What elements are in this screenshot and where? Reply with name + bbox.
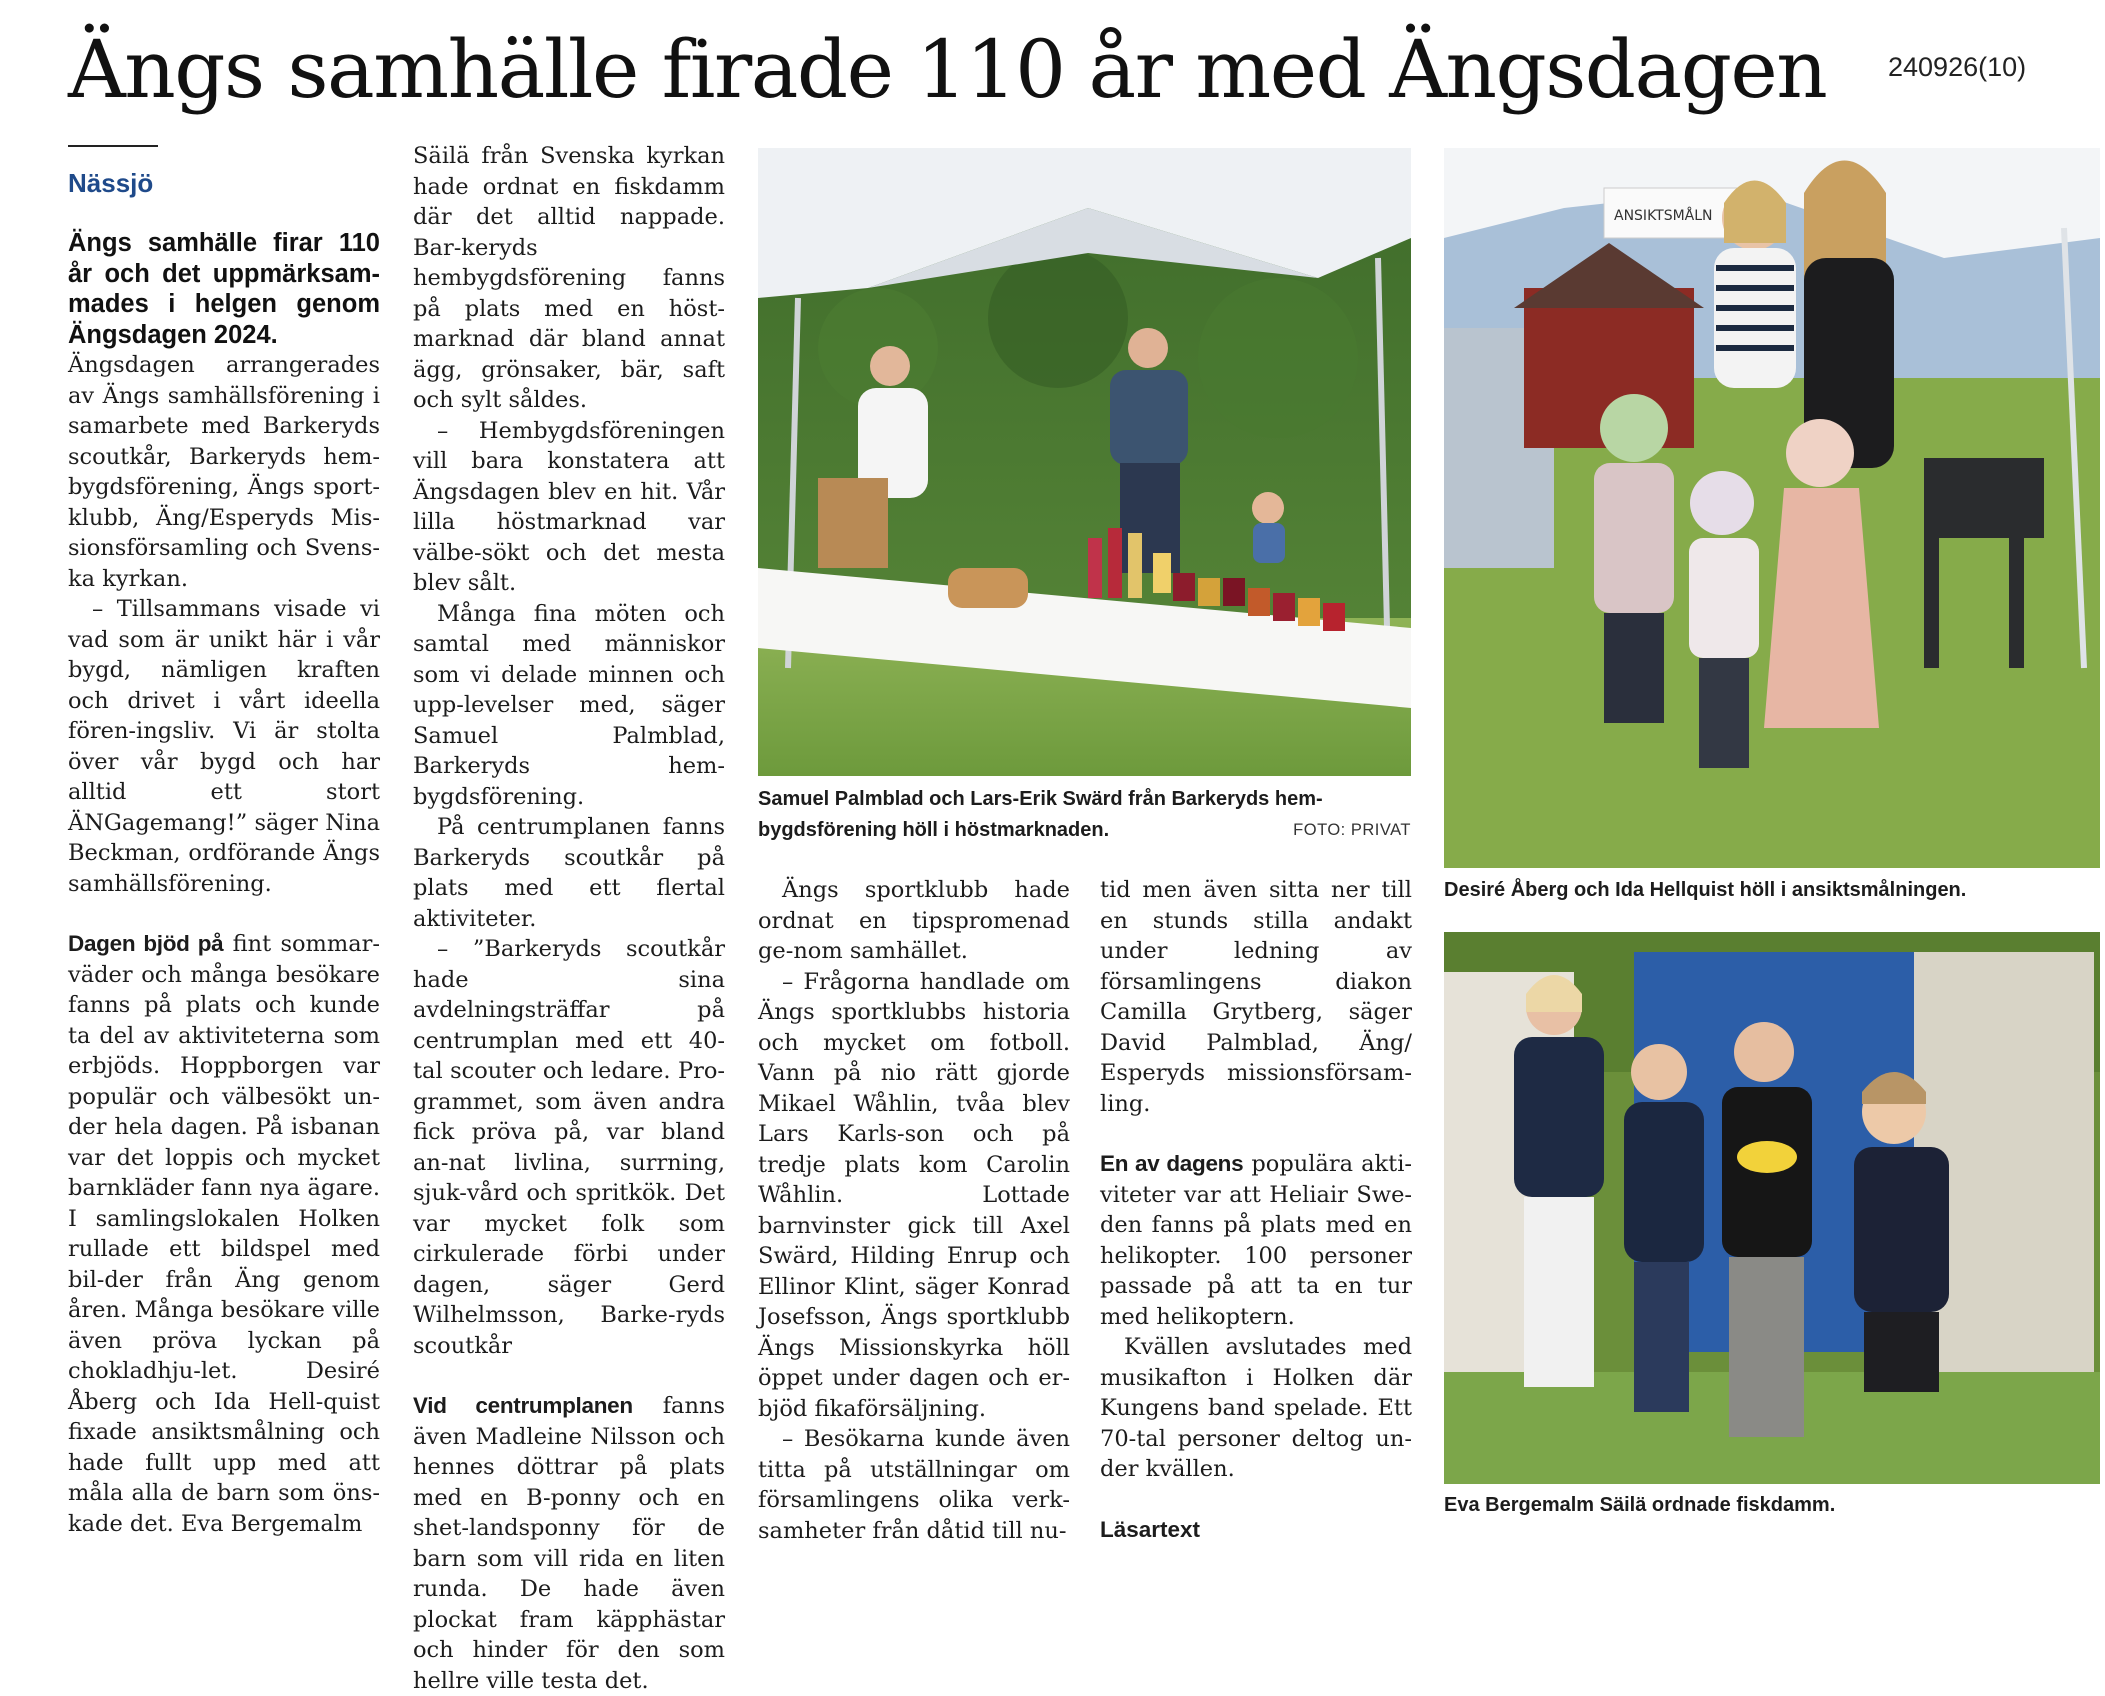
market-photo [758,148,1411,776]
body-paragraph: Ängs sportklubb hade ordnat en tipspromenad ge-nom samhället. [758,877,1070,964]
lead-in: Dagen bjöd på [68,931,224,956]
body-paragraph: På centrumplanen fanns Barkeryds scoutkår på plats med ett flertal aktiviteter. [413,814,725,932]
fishpond-photo [1444,932,2100,1484]
facepaint-photo-caption: Desiré Åberg och Ida Hellquist höll i ansiktsmålningen. [1444,879,1967,901]
body-paragraph: – Hembygdsföreningen vill bara konstatera att Ängsdagen blev en hit. Vår lilla höstmarknad var välbe-sökt och det mesta blev sålt. [413,417,725,596]
body-paragraph: Vid centrumplanen fanns även Madleine Nilsson och hennes döttrar på plats med en B-ponny och en shet-landsponny för de barn som vill rida en liten runda. De hade även plockat fram käpphästar och hinder för den som hellre ville testa det. [413,1393,725,1694]
fishpond-photo-image [1444,932,2100,1484]
photo-credit: FOTO: PRIVAT [1293,821,1411,839]
column-3 [758,875,1070,1546]
ingress: Ängs samhälle firar 110 år och det uppmärksam-mades i helgen genom Ängsdagen 2024. [68,229,380,349]
body-paragraph: Dagen bjöd på fint sommar-väder och många besökare fanns på plats och kunde ta del av aktiviteterna som erbjöds. Hoppborgen var populär och välbesökt un-der hela dagen. På isbanan var det loppis och mycket barnkläder fann nya ägare. I samlingslokalen Holken rullade ett bildspel med bil-der från Äng genom åren. Många besökare ville även pröva lyckan på chokladhju-let. Desiré Åberg och Ida Hell-quist fixade ansiktsmålning och hade fullt upp med att måla alla de barn som öns-kade det. Eva Bergemalm [68,931,380,1537]
fishpond-photo-caption: Eva Bergemalm Säilä ordnade fiskdamm. [1444,1494,1836,1516]
lead-in: Vid centrumplanen [413,1393,633,1418]
market-photo-image [758,148,1411,776]
market-photo-caption: Samuel Palmblad och Lars-Erik Swärd från Barkeryds hem-bygdsförening höll i höstmarknaden. FOTO: PRIVAT [758,784,1411,846]
column-1 [68,228,380,1539]
body-paragraph: – Besökarna kunde även titta på utställningar om församlingens olika verk-samheter från dåtid till nu- [758,1426,1070,1544]
section-rule [68,145,158,147]
body-paragraph: Ängsdagen arrangerades av Ängs samhällsförening i samarbete med Barkeryds scoutkår, Barkeryds hem-bygdsförening, Ängs sport-klubb, Äng/Esperyds Mis-sionsförsamling och Svens-ka kyrkan. [68,352,380,592]
lead-in: En av dagens [1100,1151,1244,1176]
body-paragraph: – Frågorna handlade om Ängs sportklubbs historia och mycket om fotboll. Vann på nio rätt gjorde Mikael Wåhlin, tvåa blev Lars Karls-son och på tredje plats kom Carolin Wåhlin. Lottade barnvinster gick till Axel Swärd, Hilding Enrup och Ellinor Klint, säger Konrad Josefsson, Ängs sportklubb Ängs Missionskyrka höll öppet under dagen och er-bjöd fikaförsäljning. [758,968,1070,1422]
body-paragraph: – ”Barkeryds scoutkår hade sina avdelningsträffar på centrumplan med ett 40-tal scouter och ledare. Pro-grammet, som även andra fick pröva på, var bland an-nat livlina, surrning, sjuk-vård och spritkök. Det var mycket folk som cirkulerade förbi under dagen, säger Gerd Wilhelmsson, Barke-ryds scoutkår [413,936,725,1359]
headline: Ängs samhälle firade 110 år med Ängsdagen [68,23,1827,116]
facepaint-photo-image [1444,148,2100,868]
page-reference: 240926(10) [1888,52,2027,82]
body-paragraph: Många fina möten och samtal med människor som vi delade minnen och upp-levelser med, säger Samuel Palmblad, Barkeryds hem-bygdsförening. [413,600,725,810]
body-paragraph: Säilä från Svenska kyrkan hade ordnat en fiskdamm där det alltid nappade. Bar-keryds hembygdsförening fanns på plats med en höst-marknad där bland annat ägg, grönsaker, bär, saft och sylt såldes. [413,143,725,413]
column-4 [1100,875,1412,1545]
body-paragraph: Kvällen avslutades med musikafton i Holken där Kungens band spelade. Ett 70-tal personer deltog un-der kvällen. [1100,1334,1412,1482]
signoff: Läsartext [1100,1516,1201,1542]
facepaint-sign-text: ANSIKTSMÅLN [1614,208,1713,224]
section-tag: Nässjö [68,168,154,198]
facepaint-photo [1444,148,2100,868]
body-paragraph: – Tillsammans visade vi vad som är unikt här i vår bygd, nämligen kraften och drivet i vårt ideella fören-ingsliv. Vi är stolta över vår bygd och har alltid ett stort ÄNGagemang!” säger Nina Beckman, ordförande Ängs samhällsförening. [68,596,380,897]
body-paragraph: tid men även sitta ner till en stunds stilla andakt under ledning av församlingens diakon Camilla Grytberg, säger David Palmblad, Äng/ Esperyds missionsförsam-ling. [1100,877,1412,1117]
body-paragraph: En av dagens populära akti-viteter var att Heliair Swe-den fanns på plats med en helikopter. 100 personer passade på att ta en tur med helikoptern. [1100,1151,1412,1330]
column-2 [413,141,725,1696]
